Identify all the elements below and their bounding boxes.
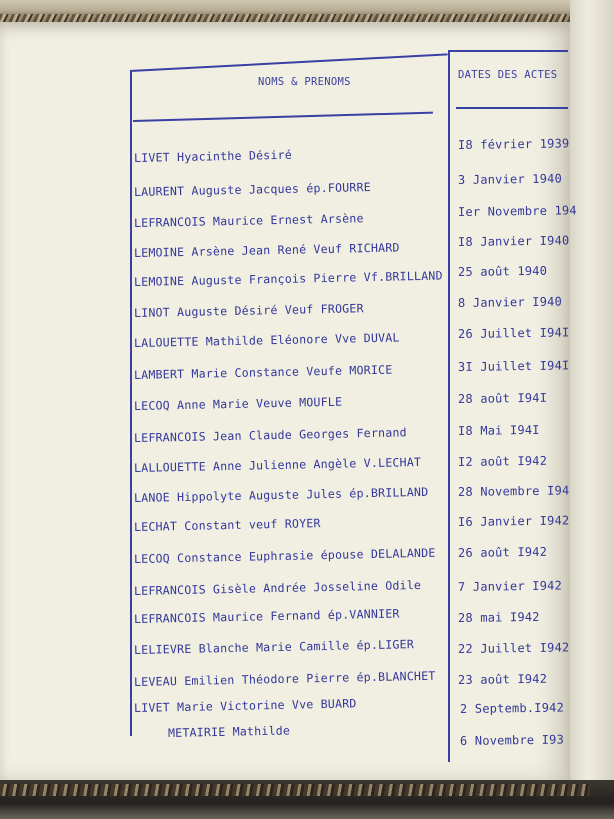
entry-name: LANOE Hippolyte Auguste Jules ép.BRILLAND [133,484,429,505]
entry-name: LEFRANCOIS Maurice Ernest Arsène [133,211,364,230]
left-margin-line [130,72,132,736]
entry-date: Ier Novembre 194 [457,203,577,219]
entry-name: LECOQ Anne Marie Veuve MOUFLE [133,394,343,413]
entry-date: 2 Septemb.I942 [459,700,565,716]
entry-date: 26 août I942 [457,544,548,560]
entry-name: LECHAT Constant veuf ROYER [133,516,321,534]
entry-name: LAMBERT Marie Constance Veufe MORICE [133,362,393,382]
entry-date: 8 Janvier I940 [457,294,563,310]
entry-name: LECOQ Constance Euphrasie épouse DELALANDE [133,545,436,566]
entry-date: 3 Janvier 1940 [457,171,563,187]
entry-date: I6 Janvier I942 [457,513,570,529]
entry-name: LEMOINE Auguste François Pierre Vf.BRILLAND [133,268,443,289]
entry-name: LEFRANCOIS Maurice Fernand ép.VANNIER [133,606,400,626]
dates-column-header: DATES DES ACTES [458,69,558,81]
entry-name: LIVET Hyacinthe Désiré [133,147,293,165]
marbled-bottom-edge [0,784,590,796]
entry-date: 28 août I94I [457,390,548,406]
entry-date: I2 août I942 [457,453,548,469]
entry-date: 7 Janvier I942 [457,578,563,594]
entry-name: LELIEVRE Blanche Marie Camille ép.LIGER [133,637,415,657]
entry-name: LEFRANCOIS Jean Claude Georges Fernand [133,425,407,445]
entry-name: LEMOINE Arsène Jean René Veuf RICHARD [133,240,400,260]
entry-date: 23 août I942 [457,671,548,687]
entry-date: 25 août 1940 [457,263,548,279]
entry-name: LALOUETTE Mathilde Eléonore Vve DUVAL [133,330,400,350]
column-divider-line [448,50,450,762]
entry-name: METAIRIE Mathilde [167,723,291,740]
entry-date: I8 Mai I94I [457,422,540,438]
entry-name: LIVET Marie Victorine Vve BUARD [133,696,357,715]
entry-name: LALLOUETTE Anne Julienne Angèle V.LECHAT [133,454,422,475]
entry-date: 28 Novembre I94 [457,483,570,499]
entry-date: 22 Juillet I942 [457,640,570,656]
entry-date: I8 Janvier I940 [457,233,570,249]
names-column-header: NOMS & PRENOMS [258,76,351,88]
entry-date: 28 mai I942 [457,609,540,625]
header-bottom-line-right [456,107,568,109]
next-page-edge [570,0,614,800]
entry-date: I8 février 1939 [457,136,570,152]
entry-name: LAURENT Auguste Jacques ép.FOURRE [133,180,372,199]
entry-date: 3I Juillet I94I [457,358,570,374]
entry-date: 26 Juillet I94I [457,325,570,341]
entry-name: LEFRANCOIS Gisèle Andrée Josseline Odile [133,577,422,598]
entry-name: LINOT Auguste Désiré Veuf FROGER [133,301,364,320]
entry-name: LEVEAU Emilien Théodore Pierre ép.BLANCHET [133,668,436,689]
header-top-line-right [448,50,568,52]
entry-date: 6 Novembre I93 [459,732,565,748]
